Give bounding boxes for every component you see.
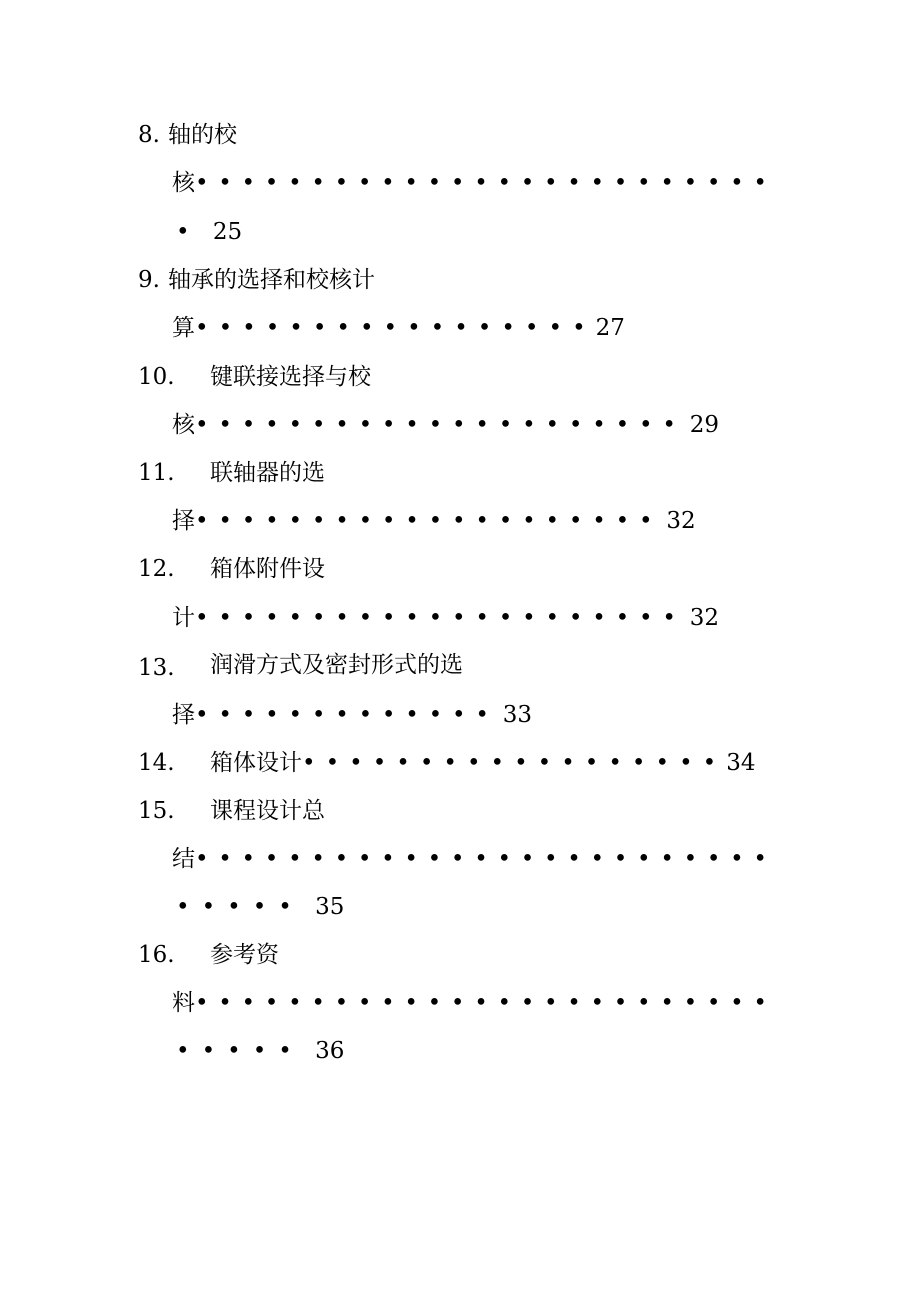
toc-entry-title: 箱体附件设 [210,556,325,582]
toc-page-number: 32 [666,508,696,534]
toc-entry-16-line3 [176,1036,344,1066]
toc-entry-number: 13. [138,655,175,681]
toc-entry-title: 轴承的选择和校核计 [168,267,375,293]
toc-entry-title-with-leaders [210,748,755,778]
toc-entry-title-continued: 核 [172,170,195,196]
toc-leader-dots: ••••• [176,894,304,920]
toc-entry-title: 轴的校 [168,122,237,148]
toc-entry-number: 16. [138,942,175,968]
toc-entry-title-continued: 结 [172,846,195,872]
toc-entry-12-line2 [172,603,719,633]
toc-page-number: 33 [502,702,533,728]
toc-leader-dots: ••••••••••••• [195,702,499,728]
toc-leader-dots: ••••••••••••••••••••••••• [195,846,777,872]
toc-entry-title: 键联接选择与校 [210,364,371,390]
toc-entry-number: 11. [138,460,175,486]
toc-entry-number: 12. [138,556,175,582]
toc-entry-title: 课程设计总 [210,798,325,824]
toc-leader-dots: ••••••••••••••••••••••••• [195,990,777,1016]
toc-leader-dots: ••••••••••••••••••••• [195,412,686,438]
toc-entry-9-line2 [172,313,625,343]
toc-page-number: 35 [315,894,345,920]
toc-entry-number: 14. [138,750,175,776]
toc-entry-10-line2 [172,410,719,440]
toc-entry-title-continued: 算 [172,315,195,341]
toc-page-number: 36 [315,1038,345,1064]
toc-entry-number: 15. [138,798,175,824]
toc-leader-dots: •••••••••••••••••••• [195,508,663,534]
toc-page-number: 32 [689,605,719,631]
toc-entry-title: 箱体设计 [210,750,302,776]
toc-entry-number: 8. [138,122,160,148]
toc-entry-title-continued: 核 [172,412,195,438]
toc-entry-title-continued: 计 [172,605,195,631]
toc-entry-13-line2 [172,700,532,730]
toc-entry-title: 润滑方式及密封形式的选 [210,652,463,678]
toc-entry-title: 联轴器的选 [210,460,325,486]
toc-entry-number: 10. [138,364,175,390]
toc-leader-dots: ••••••••••••••••••••• [195,605,686,631]
toc-page-number: 25 [212,219,243,245]
toc-leader-dots: • [176,219,190,245]
toc-entry-8-line3 [176,217,242,247]
toc-page-number: 29 [689,412,719,438]
toc-entry-16-line2 [172,988,777,1018]
toc-page-number: 27 [595,315,625,341]
toc-entry-title-continued: 择 [172,702,195,728]
toc-entry-8-line2 [172,168,777,198]
toc-leader-dots: ••••••••••••••••••••••••• [195,170,777,196]
toc-entry-title-continued: 择 [172,508,195,534]
toc-leader-dots: •••••••••••••••••• [302,750,727,776]
toc-entry-title-continued: 料 [172,990,195,1016]
toc-leader-dots: ••••••••••••••••• [195,315,596,341]
toc-entry-title: 参考资 [210,942,279,968]
toc-entry-11-line2 [172,506,696,536]
toc-entry-number: 9. [138,267,160,293]
toc-entry-15-line3 [176,892,344,922]
toc-leader-dots: ••••• [176,1038,304,1064]
toc-entry-15-line2 [172,844,777,874]
toc-page-number: 34 [726,750,756,776]
